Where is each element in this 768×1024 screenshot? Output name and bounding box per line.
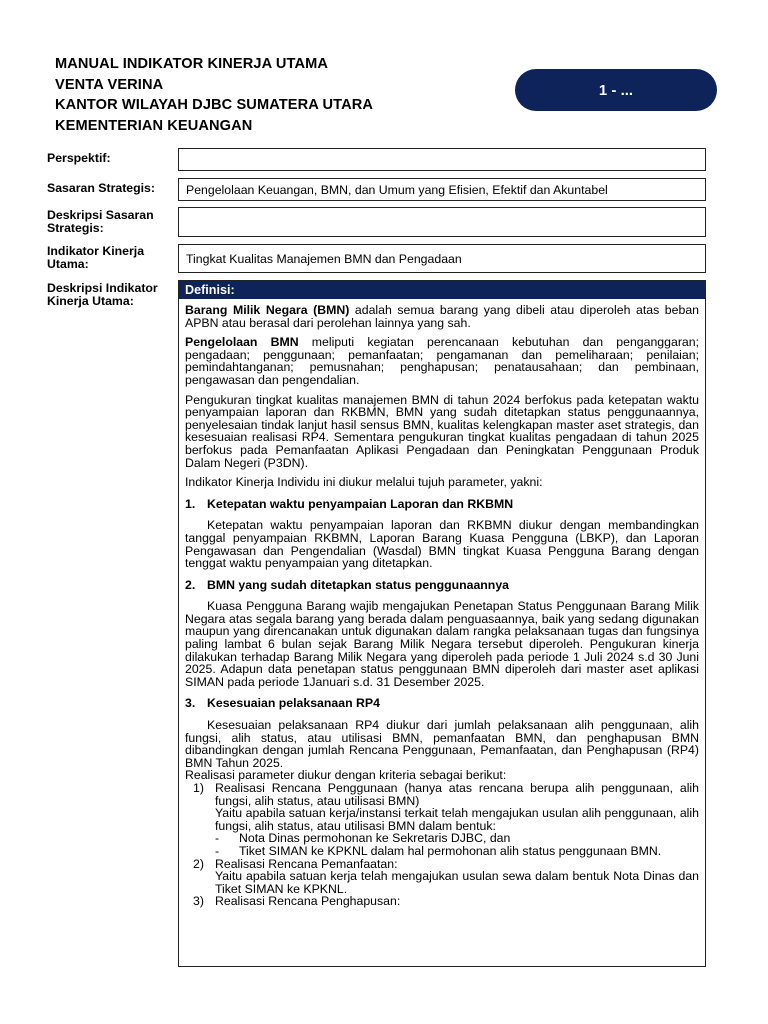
definisi-box	[178, 280, 706, 967]
parameters-intro: Indikator Kinerja Individu ini diukur melalui tujuh parameter, yakni:	[185, 475, 543, 490]
bullet-item	[215, 845, 699, 858]
bullet-text: Tiket SIMAN ke KPKNL dalam hal permohonan alih status penggunaan BMN.	[239, 843, 662, 858]
section-number: 3.	[185, 696, 196, 711]
iku-field: Tingkat Kualitas Manajemen BMN dan Pengadaan	[178, 244, 706, 273]
deskripsi-sasaran-field	[178, 207, 706, 237]
pengelolaan-definition-text: meliputi kegiatan perencanaan kebutuhan dan penganggaran; pengadaan; penggunaan; pemanfaatan; pengamanan dan pemeliharaan; penilaian; pemindahtanganan; pemusnahan; penghapusan; penatausahaan; dan pembinaan, pengawasan dan pengendalian.	[185, 335, 700, 387]
section-text: Ketepatan waktu penyampaian laporan dan RKBMN diukur dengan membandingkan tanggal penyampaian RKBMN, Laporan Barang Kuasa Pengguna (LBKP), dan Laporan Pengawasan dan Pengendalian (Wasdal) BMN tingkat Kuasa Pengguna Barang dengan tenggat waktu penyampaian yang ditetapkan.	[185, 518, 699, 571]
pengelolaan-definition	[185, 336, 699, 386]
criteria-item	[185, 782, 699, 858]
deskripsi-sasaran-label	[47, 209, 154, 235]
iku-label-line1: Indikator Kinerja	[47, 244, 145, 258]
section-heading	[185, 579, 699, 592]
criteria-number: 3)	[193, 894, 204, 909]
criteria-text: Yaitu apabila satuan kerja/instansi terkait telah mengajukan usulan alih penggunaan, alih fungsi, alih status, atau utilisasi BMN dalam bentuk:	[215, 806, 699, 833]
iku-label	[47, 245, 144, 271]
bmn-definition-text: adalah semua barang yang dibeli atau diperoleh atas beban APBN atau berasal dari perolehan lainnya yang sah.	[185, 303, 699, 330]
deskripsi-iku-label	[47, 282, 158, 308]
bullet-text: Nota Dinas permohonan ke Sekretaris DJBC, dan	[239, 831, 511, 846]
section-text: Kesesuaian pelaksanaan RP4 diukur dari jumlah pelaksanaan alih penggunaan, alih fungsi, alih status, atau utilisasi BMN, pemanfaatan BMN, dan penghapusan BMN dibandingkan dengan jumlah Rencana Penggunaan, Pemanfaatan, dan Penghapusan (RP4) BMN Tahun 2025.	[185, 718, 699, 770]
section-title: Kesesuaian pelaksanaan RP4	[207, 696, 380, 711]
perspektif-field	[178, 148, 706, 171]
pengelolaan-term: Pengelolaan BMN	[185, 335, 299, 350]
criteria-number: 2)	[193, 856, 204, 871]
criteria-item	[185, 858, 699, 896]
criteria-number: 1)	[193, 781, 204, 795]
bullet-mark: -	[215, 831, 220, 846]
sasaran-field: Pengelolaan Keuangan, BMN, dan Umum yang Efisien, Efektif dan Akuntabel	[178, 178, 706, 201]
deskripsi-sasaran-label-line1: Deskripsi Sasaran	[47, 208, 154, 222]
section-title: BMN yang sudah ditetapkan status penggunaannya	[207, 577, 510, 592]
criteria-intro: Realisasi parameter diukur dengan kriteria sebagai berikut:	[185, 768, 507, 783]
section-text: Kuasa Pengguna Barang wajib mengajukan Penetapan Status Penggunaan Barang Milik Negara atas segala barang yang berada dalam penguasaannya, baik yang sedang digunakan maupun yang direncanakan untuk digunakan dalam rangka pelaksanaan tugas dan fungsinya paling lambat 6 bulan sejak Barang Milik Negara tersebut diperoleh. Pengukuran kinerja dilakukan terhadap Barang Milik Negara yang diperoleh pada periode 1 Juli 2024 s.d 30 Juni 2025. Adapun data penetapan status penggunaan BMN diperoleh dari master aset aplikasi SIMAN pada periode 1Januari s.d. 31 Desember 2025.	[185, 599, 699, 689]
header-title: MANUAL INDIKATOR KINERJA UTAMA	[55, 56, 328, 72]
deskripsi-iku-label-line1: Deskripsi Indikator	[47, 281, 158, 295]
definisi-heading: Definisi:	[179, 281, 705, 299]
perspektif-label: Perspektif:	[47, 151, 111, 165]
section-number: 1.	[185, 496, 196, 511]
document-header	[55, 54, 475, 136]
measurement-paragraph: Pengukuran tingkat kualitas manajemen BMN di tahun 2024 berfokus pada ketepatan waktu penyampaian laporan dan RKBMN, BMN yang sudah ditetapkan status penggunaannya, penyelesaian tindak lanjut hasil sensus BMN, kualitas kelengkapan master aset strategis, dan kesesuaian realisasi RP4. Sementara pengukuran tingkat kualitas pengadaan di tahun 2025 berfokus pada Pemanfaatan Aplikasi Pengadaan dan Peningkatan Penggunaan Produk Dalam Negeri (P3DN).	[185, 392, 699, 470]
criteria-title: Realisasi Rencana Penggunaan (hanya atas rencana berupa alih penggunaan, alih fungsi, alih status, atau utilisasi BMN)	[215, 781, 699, 808]
definisi-body	[179, 299, 705, 908]
bullet-mark: -	[215, 843, 220, 858]
criteria-item	[185, 895, 699, 908]
page-number-badge: 1 - ...	[515, 69, 717, 111]
bmn-term: Barang Milik Negara (BMN)	[185, 303, 350, 317]
criteria-title: Realisasi Rencana Penghapusan:	[215, 894, 401, 909]
header-ministry: KEMENTERIAN KEUANGAN	[55, 117, 253, 134]
deskripsi-sasaran-label-line2: Strategis:	[47, 221, 104, 235]
sasaran-label: Sasaran Strategis:	[47, 181, 155, 195]
section-heading	[185, 498, 699, 511]
section-heading	[185, 697, 699, 710]
iku-label-line2: Utama:	[47, 257, 89, 271]
header-office: KANTOR WILAYAH DJBC SUMATERA UTARA	[55, 97, 373, 113]
header-name: VENTA VERINA	[55, 76, 164, 93]
criteria-text: Yaitu apabila satuan kerja telah mengajukan usulan sewa dalam bentuk Nota Dinas dan Tiket SIMAN ke KPKNL.	[215, 869, 699, 896]
deskripsi-iku-label-line2: Kinerja Utama:	[47, 294, 134, 308]
section-title: Ketepatan waktu penyampaian Laporan dan RKBMN	[207, 496, 514, 511]
criteria-title: Realisasi Rencana Pemanfaatan:	[215, 856, 398, 871]
section-number: 2.	[185, 577, 196, 592]
bmn-definition	[185, 304, 699, 329]
